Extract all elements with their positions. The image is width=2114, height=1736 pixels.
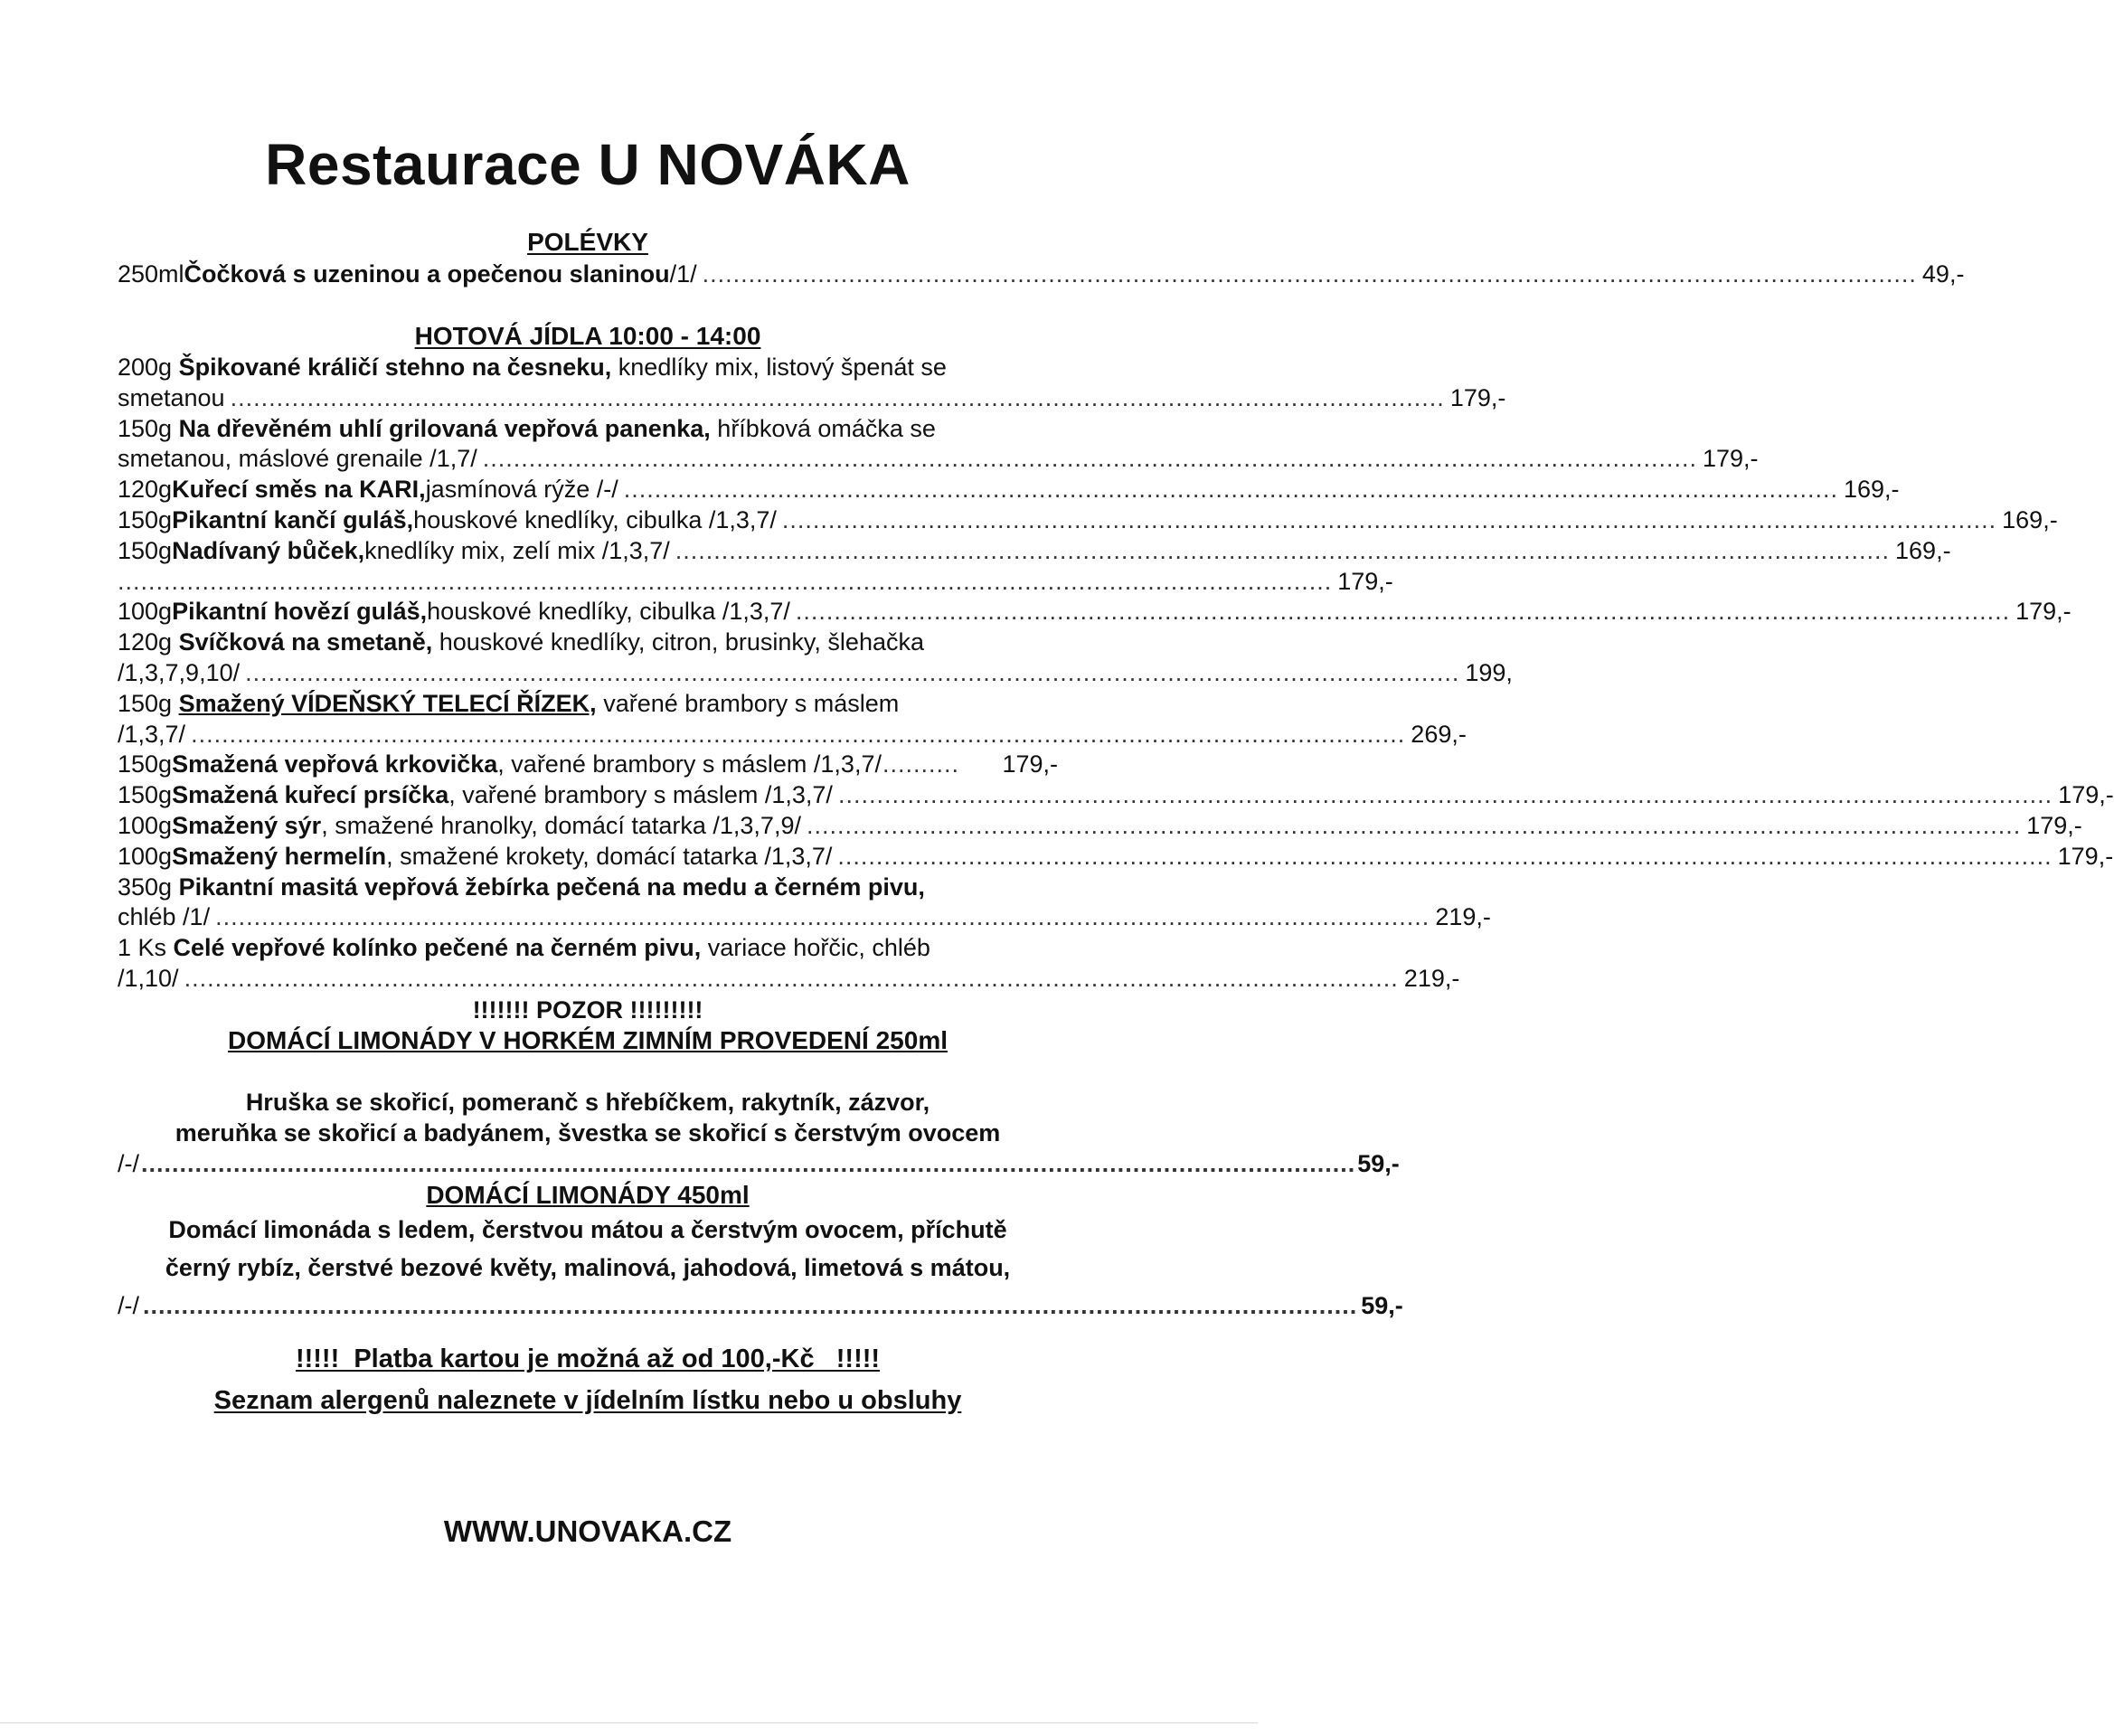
- scan-edge-line: [0, 1722, 1258, 1723]
- meal-item: 100g Smažený hermelín , smažené krokety, domácí tatarka /1,3,7/ .............................................................................................................................................................. 179,-: [118, 842, 1058, 873]
- meal-item: 150g Na dřevěném uhlí grilovaná vepřová panenka, hříbková omáčka se: [118, 414, 936, 442]
- soup-item: 250ml Čočková s uzeninou a opečenou slaninou /1/ .............................................................................................................................................................. 49,-: [118, 259, 1058, 290]
- meal-price: 179,-: [1449, 383, 1506, 411]
- meal-price: 179,-: [1002, 750, 1058, 778]
- meal-price: 179,-: [1337, 567, 1393, 595]
- meal-name: Nadívaný bůček,: [172, 536, 365, 564]
- meals-list: 200g Špikované králičí stehno na česneku, knedlíky mix, listový špenát se smetanou .............................................................................................................................................................. 179,- 150g Na dřevěném uhlí grilovaná vepřová panenka, hříbková omáčka se smetanou, máslové grenaile /1,7/ .............................................................................................................................................................. 179,- 120g Kuřecí směs na KARI, jasmínová rýže /-/ .............................................................................................................................................................. 169,- 150g Pikantní kančí guláš, houskové knedlíky, cibulka /1,3,7/ .............................................................................................................................................................. 169,- 150g Nadívaný bůček, knedlíky mix, zelí mix /1,3,7/ .............................................................................................................................................................. 169,- .............................................................................................................................................................. 179,- 100g Pikantní hovězí guláš, houskové knedlíky, cibulka /1,3,7/ .............................................................................................................................................................. 179,- 120g Svíčková na smetaně, houskové knedlíky, citron, brusinky, šlehačka /1,3,7,9,10/ .............................................................................................................................................................. 199, 150g Smažený VÍDEŇSKÝ TELECÍ ŘÍZEK, vařené brambory s máslem /1,3,7/ .............................................................................................................................................................. 269,- 150g Smažená vepřová krkovička , vařené brambory s máslem /1,3,7/ .......... 179,- 150g Smažená kuřecí prsíčka , vařené brambory s máslem /1,3,7/ .............................................................................................................................................................. 179,- 100g Smažený sýr , smažené hranolky, domácí tatarka /1,3,7,9/ .............................................................................................................................................................. 179,- 100g Smažený hermelín , smažené krokety, domácí tatarka /1,3,7/ .............................................................................................................................................................. 179,- 350g Pikantní masitá vepřová žebírka pečená na medu a černém pivu, chléb /1/ .............................................................................................................................................................. 219,- 1 Ks Celé vepřové kolínko pečené na černém pivu, variace hořčic, chléb /1,10/ .............................................................................................................................................................. 219,-: [118, 353, 1058, 995]
- hot-lemonade-price: 59,-: [1357, 1150, 1400, 1177]
- meal-item: 120g Svíčková na smetaně, houskové knedlíky, citron, brusinky, šlehačka: [118, 628, 924, 656]
- soup-price: 49,-: [1921, 260, 1965, 288]
- meal-name: Smažená kuřecí prsíčka: [172, 781, 449, 809]
- meal-name: Smažený VÍDEŇSKÝ TELECÍ ŘÍZEK,: [178, 689, 597, 717]
- meal-price: 179,-: [2015, 598, 2072, 626]
- meal-item: 100g Pikantní hovězí guláš, houskové knedlíky, cibulka /1,3,7/ .............................................................................................................................................................. 179,-: [118, 597, 1058, 627]
- meal-name: Pikantní kančí guláš,: [172, 505, 414, 533]
- meal-name: Smažený sýr: [172, 811, 322, 839]
- meal-name: Špikované králičí stehno na česneku,: [178, 354, 612, 381]
- meal-item: 200g Špikované králičí stehno na česneku, knedlíky mix, listový špenát se: [118, 354, 947, 381]
- meal-name: Pikantní hovězí guláš,: [172, 598, 428, 626]
- meal-price: 179,-: [2026, 811, 2082, 839]
- soups-heading: POLÉVKY: [527, 228, 648, 256]
- restaurant-title: Restaurace U NOVÁKA: [265, 132, 911, 197]
- meal-item: 150g Smažená kuřecí prsíčka , vařené brambory s máslem /1,3,7/ .............................................................................................................................................................. 179,-: [118, 780, 1058, 811]
- meal-name: Celé vepřové kolínko pečené na černém pivu,: [173, 934, 702, 962]
- meal-item: 150g Pikantní kančí guláš, houskové knedlíky, cibulka /1,3,7/ .............................................................................................................................................................. 169,-: [118, 505, 1058, 536]
- meal-price: 179,-: [2057, 842, 2114, 870]
- meal-name: Svíčková na smetaně,: [178, 628, 433, 656]
- meal-item: .............................................................................................................................................................. 179,-: [118, 567, 1058, 598]
- soups-list: [118, 259, 1965, 290]
- meal-price: 269,-: [1411, 720, 1467, 748]
- allergens-notice: Seznam alergenů naleznete v jídelním lístku nebo u obsluhy: [213, 1386, 962, 1415]
- meal-price: 169,-: [1843, 476, 1900, 504]
- lemonade-flavors-1: Domácí limonáda s ledem, čerstvou mátou a čerstvým ovocem, příchutě: [168, 1216, 1007, 1243]
- meal-name: Kuřecí směs na KARI,: [172, 476, 426, 504]
- meal-name: Pikantní masitá vepřová žebírka pečená na medu a černém pivu,: [178, 873, 925, 901]
- meal-item: 150g Smažený VÍDEŇSKÝ TELECÍ ŘÍZEK, vařené brambory s máslem: [118, 689, 900, 717]
- meal-item: 100g Smažený sýr , smažené hranolky, domácí tatarka /1,3,7,9/ .............................................................................................................................................................. 179,-: [118, 811, 1058, 842]
- website-url: WWW.UNOVAKA.CZ: [443, 1514, 732, 1548]
- meal-price: 179,-: [1702, 445, 1759, 473]
- pozor-alert: !!!!!!! POZOR !!!!!!!!!: [472, 996, 703, 1024]
- card-payment-notice: !!!!! Platba kartou je možná až od 100,-Kč !!!!!: [295, 1344, 881, 1373]
- meal-item: 1 Ks Celé vepřové kolínko pečené na černém pivu, variace hořčic, chléb: [118, 934, 930, 962]
- meal-price: 219,-: [1435, 903, 1491, 931]
- soup-allergens: /1/: [669, 260, 697, 288]
- lemonade-heading: DOMÁCÍ LIMONÁDY 450ml: [426, 1181, 750, 1209]
- meals-heading: HOTOVÁ JÍDLA 10:00 - 14:00: [414, 322, 761, 350]
- meal-price: 199,: [1465, 658, 1513, 686]
- lemonade-price: 59,-: [1361, 1292, 1403, 1319]
- hot-lemonade-section: !!!!!!! POZOR !!!!!!!!! DOMÁCÍ LIMONÁDY V HORKÉM ZIMNÍM PROVEDENÍ 250ml Hruška se skořicí, pomeranč s hřebíčkem, rakytník, zázvor, meruňka se skořicí a badyánem, švestka se skořicí s čerstvým ovocem /-/ .............................................................................................................................................................. 59,-: [118, 996, 1400, 1177]
- meal-name: Na dřevěném uhlí grilovaná vepřová panenka,: [178, 414, 711, 442]
- meal-item: 150g Smažená vepřová krkovička , vařené brambory s máslem /1,3,7/ .......... 179,-: [118, 750, 1058, 780]
- lemonade-section: DOMÁCÍ LIMONÁDY 450ml Domácí limonáda s ledem, čerstvou mátou a čerstvým ovocem, příchutě černý rybíz, čerstvé bezové květy, malinová, jahodová, limetová s mátou, /-/ .............................................................................................................................................................. 59,-: [118, 1180, 1058, 1325]
- meal-item: 120g Kuřecí směs na KARI, jasmínová rýže /-/ .............................................................................................................................................................. 169,-: [118, 475, 1058, 505]
- meal-price: 179,-: [2058, 781, 2114, 809]
- hot-lemonade-flavors-1: Hruška se skořicí, pomeranč s hřebíčkem, rakytník, zázvor,: [245, 1089, 930, 1116]
- meal-price: 219,-: [1403, 964, 1460, 992]
- lemonade-flavors-2: černý rybíz, čerstvé bezové květy, malinová, jahodová, limetová s mátou,: [165, 1254, 1011, 1281]
- meal-name: Smažený hermelín: [172, 842, 387, 870]
- meal-price: 169,-: [2002, 505, 2058, 533]
- meal-item: 150g Nadívaný bůček, knedlíky mix, zelí mix /1,3,7/ .............................................................................................................................................................. 169,-: [118, 536, 1058, 567]
- meal-item: 350g Pikantní masitá vepřová žebírka pečená na medu a černém pivu,: [118, 873, 925, 901]
- soup-name: Čočková s uzeninou a opečenou slaninou: [184, 260, 670, 288]
- hot-lemonade-heading: DOMÁCÍ LIMONÁDY V HORKÉM ZIMNÍM PROVEDENÍ 250ml: [227, 1026, 948, 1054]
- soup-weight: 250ml: [118, 260, 184, 288]
- meal-price: 169,-: [1895, 536, 1951, 564]
- hot-lemonade-flavors-2: meruňka se skořicí a badyánem, švestka se skořicí s čerstvým ovocem: [175, 1119, 1001, 1146]
- meal-name: Smažená vepřová krkovička: [172, 750, 498, 778]
